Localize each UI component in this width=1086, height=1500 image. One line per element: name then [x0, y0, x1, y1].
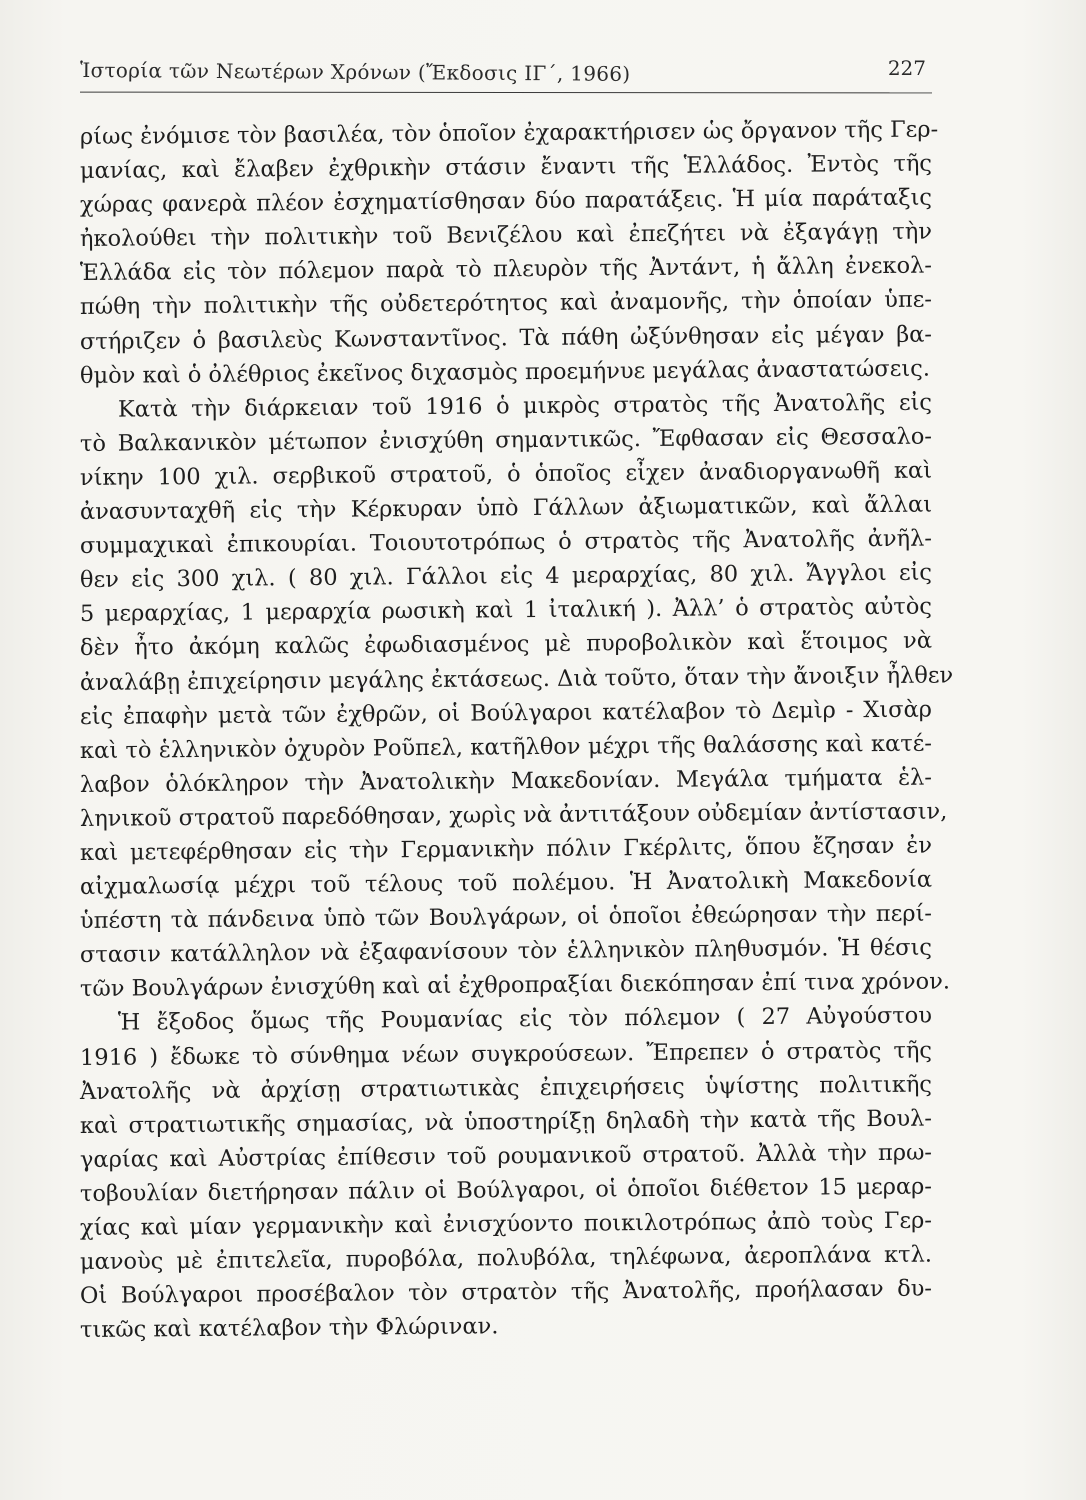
- text-line: καὶ μετεφέρθησαν εἰς τὴν Γερμανικὴν πόλιν Γκέρλιτς, ὅπου ἔζησαν ἐν: [79, 832, 933, 866]
- header-rule: [80, 92, 932, 94]
- text-line: Κατὰ τὴν διάρκειαν τοῦ 1916 ὁ μικρὸς στρατὸς τῆς Ἀνατολῆς εἰς: [117, 389, 933, 423]
- text-line: χίας καὶ μίαν γερμανικὴν καὶ ἐνισχύοντο ποικιλοτρόπως ἀπὸ τοὺς Γερ-: [79, 1207, 933, 1241]
- text-line: χώρας φανερὰ πλέον ἐσχηματίσθησαν δύο παρατάξεις. Ἡ μία παράταξις: [79, 184, 933, 219]
- text-line: ληνικοῦ στρατοῦ παρεδόθησαν, χωρὶς νὰ ἀντιτάξουν οὐδεμίαν ἀντίστασιν,: [79, 798, 948, 832]
- text-line: μανίας, καὶ ἔλαβεν ἐχθρικὴν στάσιν ἔναντι τῆς Ἑλλάδος. Ἐντὸς τῆς: [79, 150, 933, 185]
- text-line: εἰς ἐπαφὴν μετὰ τῶν ἐχθρῶν, οἱ Βούλγαροι κατέλαβον τὸ Δεμὶρ - Χισὰρ: [79, 696, 933, 730]
- text-line: γαρίας καὶ Αὐστρίας ἐπίθεσιν τοῦ ρουμανικοῦ στρατοῦ. Ἀλλὰ τὴν πρω-: [79, 1139, 933, 1173]
- body-text: [79, 116, 954, 1347]
- text-line: ἀνασυνταχθῆ εἰς τὴν Κέρκυραν ὑπὸ Γάλλων ἀξιωματικῶν, καὶ ἄλλαι: [79, 491, 933, 526]
- text-line: αἰχμαλωσίᾳ μέχρι τοῦ τέλους τοῦ πολέμου. Ἡ Ἀνατολικὴ Μακεδονία: [79, 866, 933, 901]
- text-line: τικῶς καὶ κατέλαβον τὴν Φλώριναν.: [79, 1313, 499, 1344]
- text-line: πώθη τὴν πολιτικὴν τῆς οὐδετερότητος καὶ ἀναμονῆς, τὴν ὁποίαν ὑπε-: [79, 287, 933, 321]
- page-number: 227: [887, 56, 926, 80]
- text-line: Ἡ ἔξοδος ὅμως τῆς Ρουμανίας εἰς τὸν πόλεμον ( 27 Αὐγούστου: [117, 1003, 933, 1037]
- text-line: 5 μεραρχίας, 1 μεραρχία ρωσικὴ καὶ 1 ἰταλική ). Ἀλλ’ ὁ στρατὸς αὐτὸς: [79, 593, 933, 628]
- text-line: ρίως ἐνόμισε τὸν βασιλέα, τὸν ὁποῖον ἐχαρακτήρισεν ὡς ὄργανον τῆς Γερ-: [79, 116, 939, 150]
- text-line: μανοὺς μὲ ἐπιτελεῖα, πυροβόλα, πολυβόλα, τηλέφωνα, ἀεροπλάνα κτλ.: [79, 1241, 933, 1276]
- running-head: [80, 58, 932, 92]
- text-line: 1916 ) ἔδωκε τὸ σύνθημα νέων συγκρούσεων. Ἔπρεπεν ὁ στρατὸς τῆς: [79, 1037, 933, 1071]
- text-line: θεν εἰς 300 χιλ. ( 80 χιλ. Γάλλοι εἰς 4 μεραρχίας, 80 χιλ. Ἄγγλοι εἰς: [79, 559, 933, 594]
- text-line: καὶ τὸ ἑλληνικὸν ὀχυρὸν Ροῦπελ, κατῆλθον μέχρι τῆς θαλάσσης καὶ κατέ-: [79, 730, 933, 764]
- text-line: ἀναλάβῃ ἐπιχείρησιν μεγάλης ἐκτάσεως. Διὰ τοῦτο, ὅταν τὴν ἄνοιξιν ἦλθεν: [79, 661, 954, 696]
- text-line: νίκην 100 χιλ. σερβικοῦ στρατοῦ, ὁ ὁποῖος εἶχεν ἀναδιοργανωθῆ καὶ: [79, 457, 933, 491]
- text-line: Ἑλλάδα εἰς τὸν πόλεμον παρὰ τὸ πλευρὸν τῆς Ἀντάντ, ἡ ἄλλη ἐνεκολ-: [79, 252, 933, 287]
- text-line: τῶν Βουλγάρων ἐνισχύθη καὶ αἱ ἐχθροπραξίαι διεκόπησαν ἐπί τινα χρόνον.: [79, 968, 951, 1003]
- text-line: Οἱ Βούλγαροι προσέβαλον τὸν στρατὸν τῆς Ἀνατολῆς, προήλασαν δυ-: [79, 1275, 933, 1310]
- text-line: δὲν ἦτο ἀκόμη καλῶς ἐφωδιασμένος μὲ πυροβολικὸν καὶ ἕτοιμος νὰ: [79, 627, 933, 662]
- running-title: Ἱστορία τῶν Νεωτέρων Χρόνων (Ἔκδοσις ΙΓ΄, 1966): [79, 58, 631, 86]
- text-line: τοβουλίαν διετήρησαν πάλιν οἱ Βούλγαροι, οἱ ὁποῖοι διέθετον 15 μεραρ-: [79, 1173, 933, 1207]
- text-line: θμὸν καὶ ὁ ὀλέθριος ἐκεῖνος διχασμὸς προεμήνυε μεγάλας ἀναστατώσεις.: [79, 355, 931, 389]
- text-line: καὶ στρατιωτικῆς σημασίας, νὰ ὑποστηρίξῃ δηλαδὴ τὴν κατὰ τῆς Βουλ-: [79, 1105, 933, 1139]
- text-line: ἠκολούθει τὴν πολιτικὴν τοῦ Βενιζέλου καὶ ἐπεζήτει νὰ ἐξαγάγῃ τὴν: [79, 218, 933, 253]
- text-line: στασιν κατάλληλον νὰ ἐξαφανίσουν τὸν ἑλληνικὸν πληθυσμόν. Ἡ θέσις: [79, 934, 933, 969]
- text-line: στήριζεν ὁ βασιλεὺς Κωνσταντῖνος. Τὰ πάθη ὠξύνθησαν εἰς μέγαν βα-: [79, 321, 933, 355]
- text-line: τὸ Βαλκανικὸν μέτωπον ἐνισχύθη σημαντικῶς. Ἔφθασαν εἰς Θεσσαλο-: [79, 423, 933, 457]
- text-line: συμμαχικαὶ ἐπικουρίαι. Τοιουτοτρόπως ὁ στρατὸς τῆς Ἀνατολῆς ἀνῆλ-: [79, 525, 933, 560]
- text-line: ὑπέστη τὰ πάνδεινα ὑπὸ τῶν Βουλγάρων, οἱ ὁποῖοι ἐθεώρησαν τὴν περί-: [79, 900, 933, 935]
- text-line: Ἀνατολῆς νὰ ἀρχίσῃ στρατιωτικὰς ἐπιχειρήσεις ὑψίστης πολιτικῆς: [79, 1071, 933, 1105]
- text-line: λαβον ὁλόκληρον τὴν Ἀνατολικὴν Μακεδονίαν. Μεγάλα τμήματα ἑλ-: [79, 764, 933, 798]
